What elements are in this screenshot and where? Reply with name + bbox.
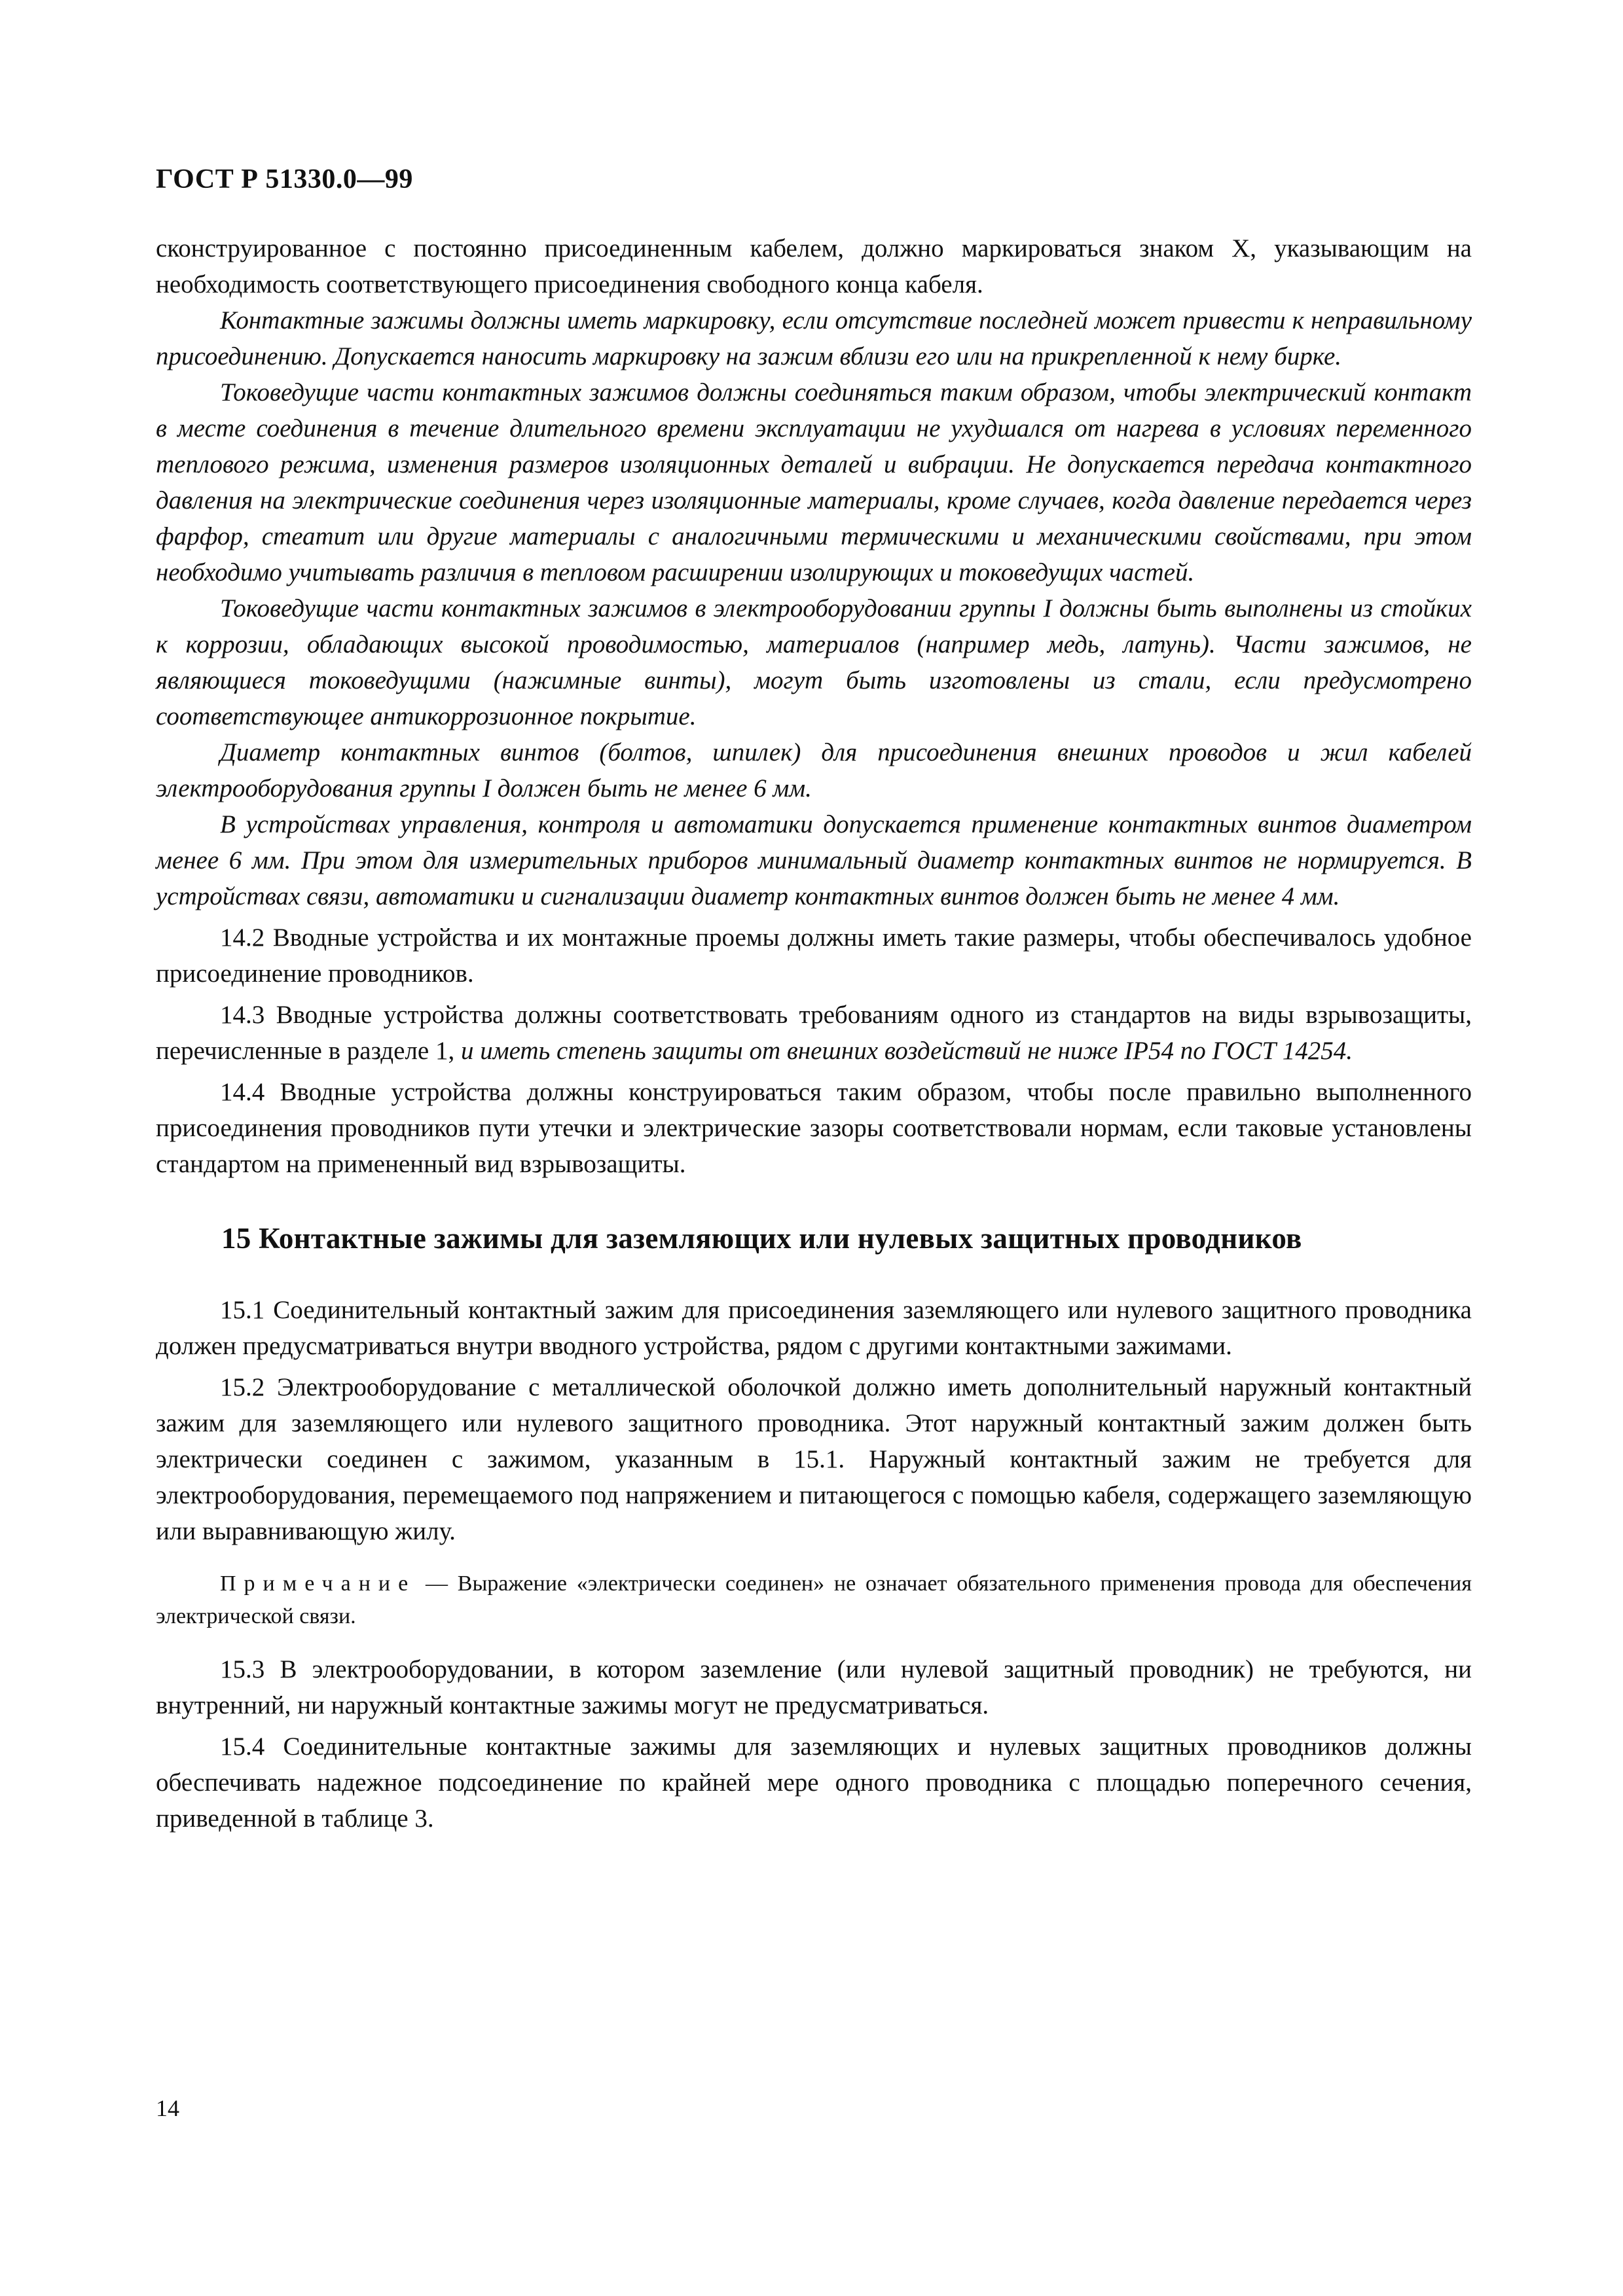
note-text: — Выражение «электрически соединен» не означает обязательного применения провода для обеспечения электрической связи. [156, 1571, 1472, 1628]
paragraph-14-3-text: 14.3 Вводные устройства должны соответствовать требованиям одного из стандартов на виды взрывозащиты, перечисленные в разделе 1, [156, 1001, 1472, 1065]
paragraph-control-devices: В устройствах управления, контроля и автоматики допускается применение контактных винтов диаметром менее 6 мм. При этом для измерительных приборов минимальный диаметр контактных винтов не нормируется. В устройствах связи, автоматики и сигнализации диаметр контактных винтов должен быть не менее 4 мм. [156, 810, 1472, 910]
paragraph-current-carrying-parts: Токоведущие части контактных зажимов должны соединяться таким образом, чтобы электрический контакт в месте соединения в течение длительного времени эксплуатации не ухудшался от нагрева в условиях переменного теплового режима, изменения размеров изоляционных деталей и вибрации. Не допускается передача контактного давления на электрические соединения через изоляционные материалы, кроме случаев, когда давление передается через фарфор, стеатит или другие материалы с аналогичными термическими и механическими свойствами, при этом необходимо учитывать различия в тепловом расширении изолирующих и токоведущих частей. [156, 378, 1472, 586]
paragraph-screw-diameter: Диаметр контактных винтов (болтов, шпилек) для присоединения внешних проводов и жил кабелей электрооборудования группы I должен быть не менее 6 мм. [156, 738, 1472, 802]
paragraph-15-1: 15.1 Соединительный контактный зажим для присоединения заземляющего или нулевого защитного проводника должен предусматриваться внутри вводного устройства, рядом с другими контактными зажимами. [156, 1296, 1472, 1360]
paragraph-marking-x: сконструированное с постоянно присоединенным кабелем, должно маркироваться знаком X, указывающим на необходимость соответствующего присоединения свободного конца кабеля. [156, 234, 1472, 298]
section-15-body-continued [156, 1651, 1472, 1837]
paragraph-14-4: 14.4 Вводные устройства должны конструироваться таким образом, чтобы после правильно выполненного присоединения проводников пути утечки и электрические зазоры соответствовали нормам, если таковые установлены стандартом на примененный вид взрывозащиты. [156, 1078, 1472, 1178]
section-14-continuation [156, 230, 1472, 1182]
document-header: ГОСТ Р 51330.0—99 [156, 164, 413, 194]
paragraph-terminal-marking: Контактные зажимы должны иметь маркировку, если отсутствие последней может привести к неправильному присоединению. Допускается наносить маркировку на зажим вблизи его или на прикрепленной к нему бирке. [156, 306, 1472, 370]
paragraph-14-2: 14.2 Вводные устройства и их монтажные проемы должны иметь такие размеры, чтобы обеспечивалось удобное присоединение проводников. [156, 924, 1472, 988]
note-label: Примечание [220, 1571, 416, 1596]
paragraph-group-i-materials: Токоведущие части контактных зажимов в электрооборудовании группы I должны быть выполнены из стойких к коррозии, обладающих высокой проводимостью, материалов (например медь, латунь). Части зажимов, не являющиеся токоведущими (нажимные винты), могут быть изготовлены из стали, если предусмотрено соответствующее антикоррозионное покрытие. [156, 594, 1472, 730]
paragraph-14-3 [156, 997, 1472, 1069]
paragraph-14-3-italic: и иметь степень защиты от внешних воздействий не ниже IP54 по ГОСТ 14254. [460, 1037, 1353, 1065]
section-15-title: 15 Контактные зажимы для заземляющих или нулевых защитных проводников [221, 1222, 1302, 1255]
paragraph-15-3: 15.3 В электрооборудовании, в котором заземление (или нулевой защитный проводник) не требуются, ни внутренний, ни наружный контактные зажимы могут не предусматриваться. [156, 1655, 1472, 1719]
page-number: 14 [156, 2095, 179, 2121]
paragraph-15-2: 15.2 Электрооборудование с металлической оболочкой должно иметь дополнительный наружный контактный зажим для заземляющего или нулевого защитного проводника. Этот наружный контактный зажим должен быть электрически соединен с зажимом, указанным в 15.1. Наружный контактный зажим не требуется для электрооборудования, перемещаемого под напряжением и питающегося с помощью кабеля, содержащего заземляющую или выравнивающую жилу. [156, 1373, 1472, 1545]
paragraph-15-4: 15.4 Соединительные контактные зажимы для заземляющих и нулевых защитных проводников должны обеспечивать надежное подсоединение по крайней мере одного проводника с площадью поперечного сечения, приведенной в таблице 3. [156, 1732, 1472, 1833]
section-15-body [156, 1292, 1472, 1549]
document-page [156, 164, 1472, 1837]
note [156, 1568, 1472, 1633]
